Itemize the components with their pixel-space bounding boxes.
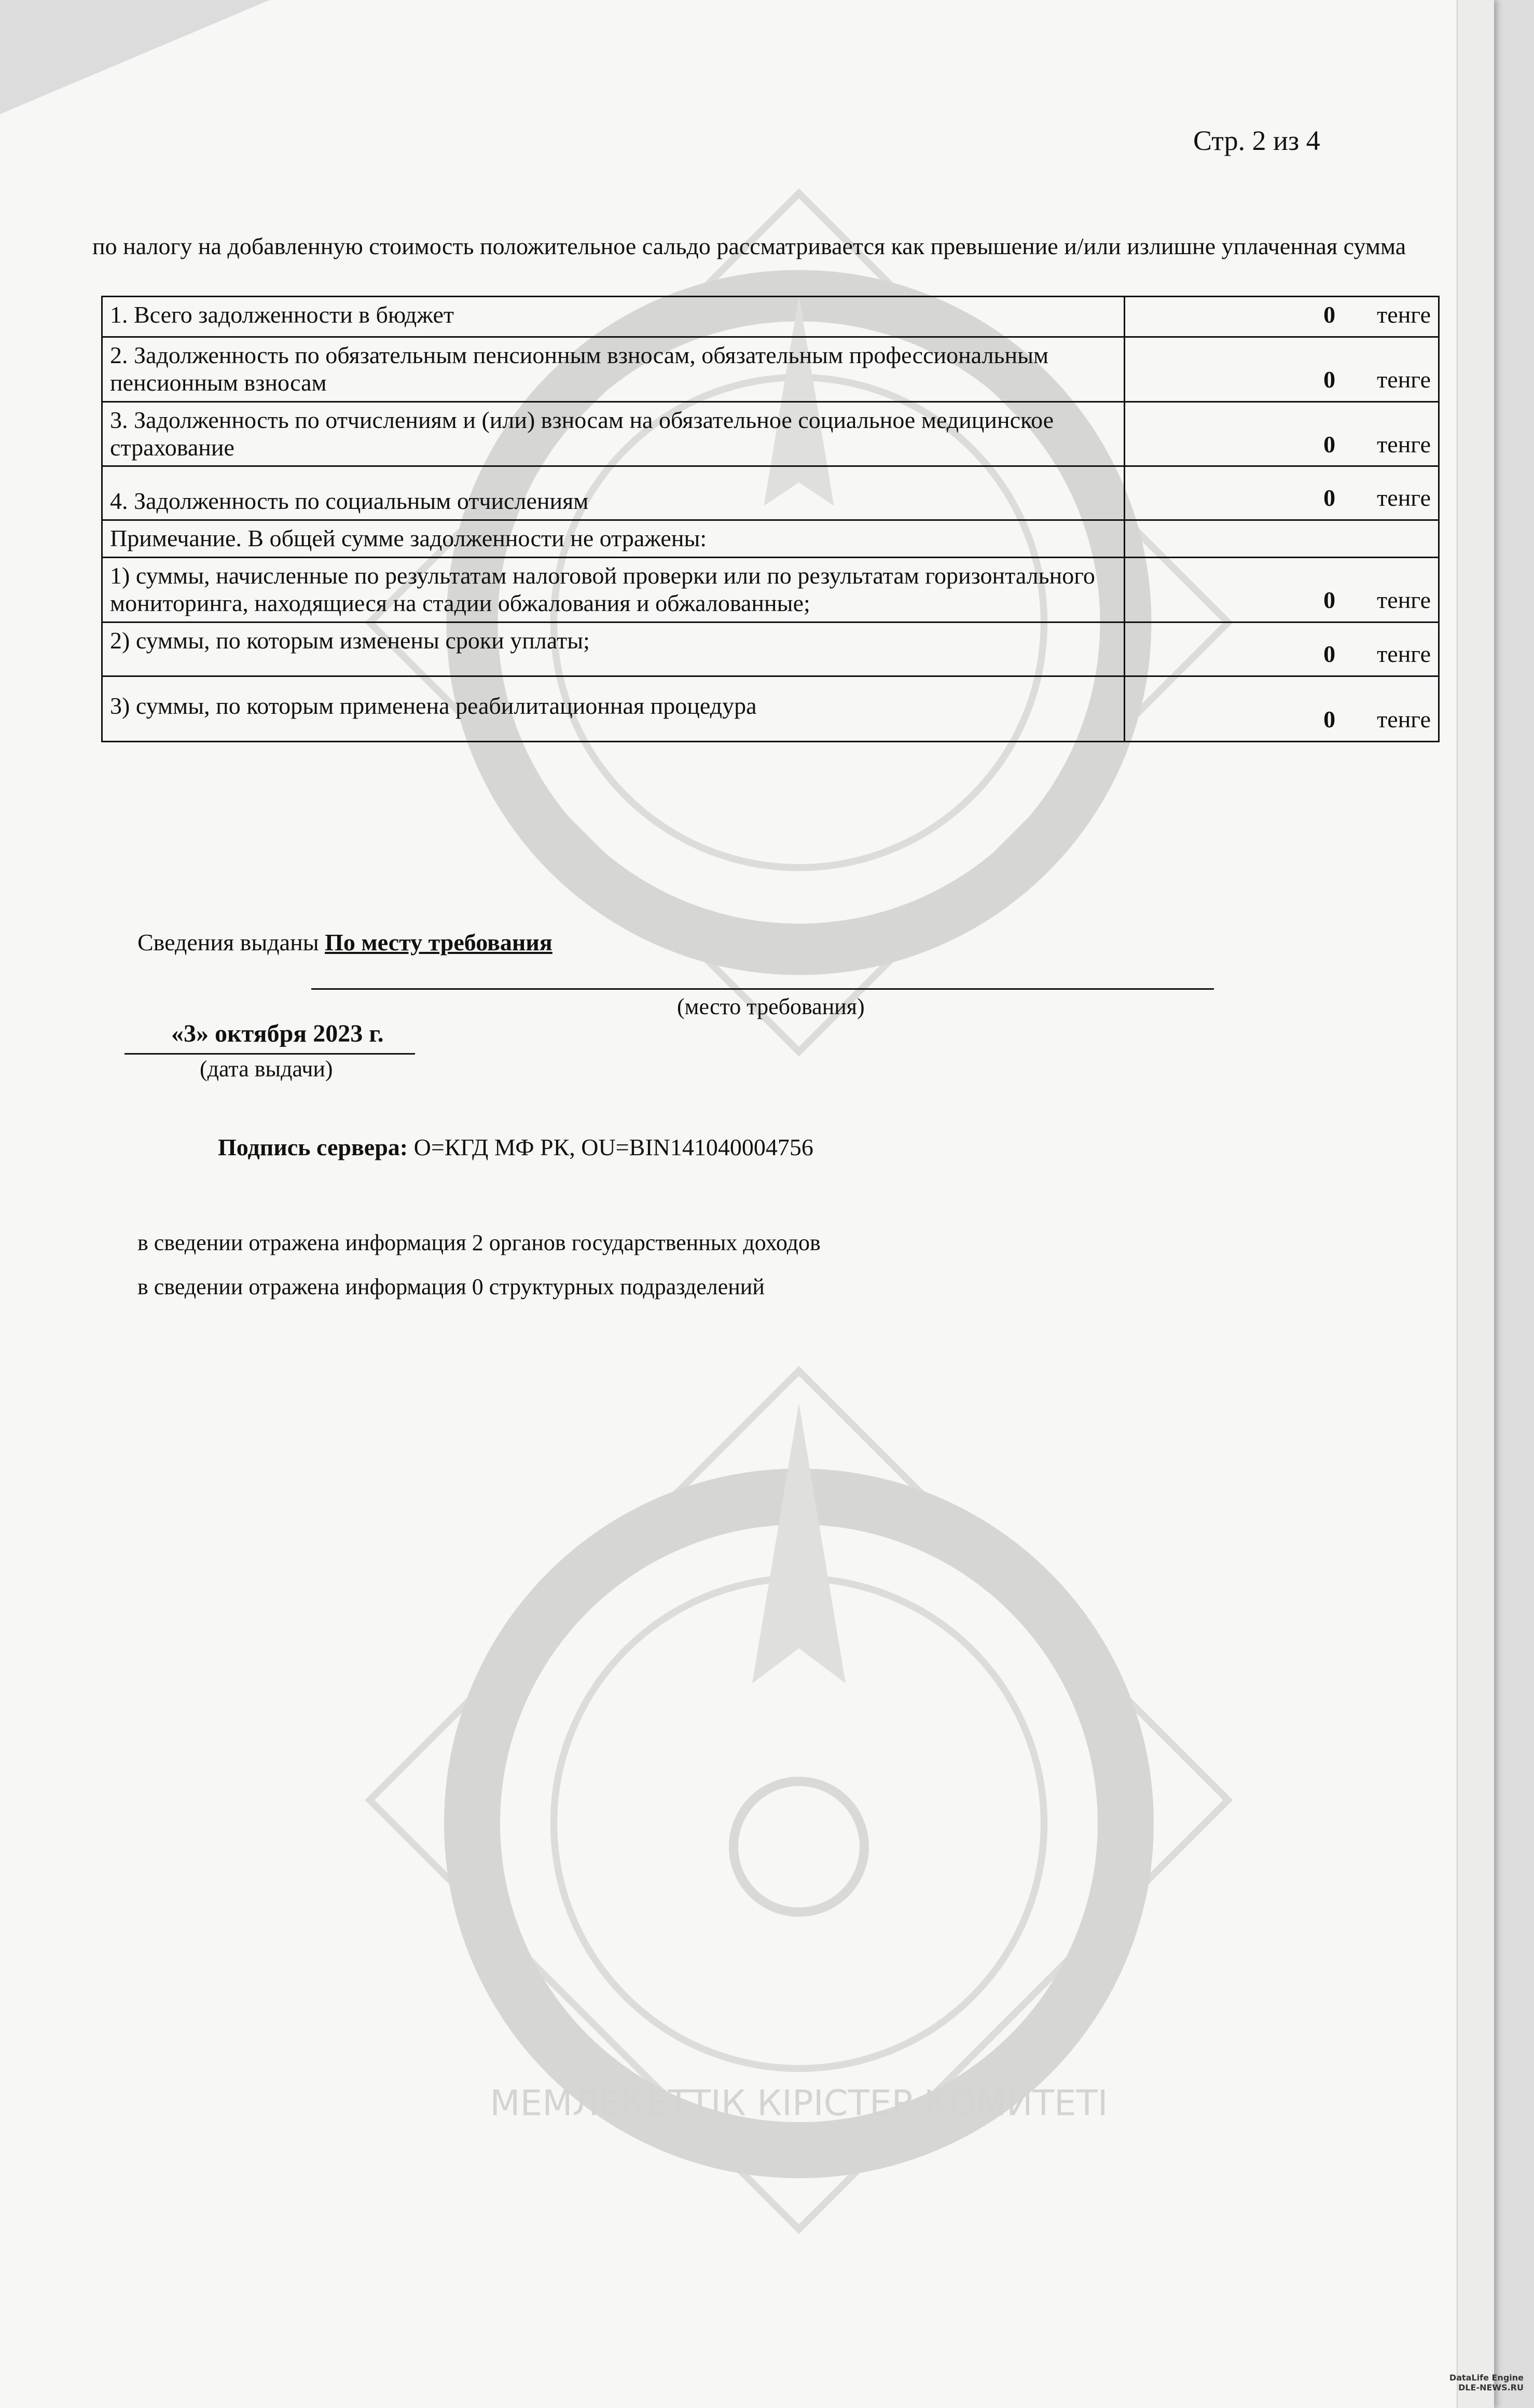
underlying-pages-edge bbox=[1457, 0, 1494, 2408]
intro-text: по налогу на добавленную стоимость положительное сальдо рассматривается как превышение и/или излишне уплаченная сумма bbox=[92, 233, 1406, 259]
row-label: 1. Всего задолженности в бюджет bbox=[102, 297, 1125, 337]
place-caption: (место требования) bbox=[677, 994, 865, 1019]
row-unit: тенге bbox=[1377, 431, 1431, 458]
row-amount-cell bbox=[1125, 520, 1439, 558]
row-amount-cell bbox=[1125, 676, 1439, 741]
table-row-note bbox=[102, 520, 1439, 558]
row-unit: тенге bbox=[1377, 366, 1431, 393]
row-amount-cell bbox=[1125, 337, 1439, 402]
date-underline bbox=[125, 1053, 415, 1055]
row-unit: тенге bbox=[1377, 705, 1431, 732]
place-underline bbox=[311, 988, 1214, 990]
row-unit: тенге bbox=[1377, 641, 1431, 668]
row-label: 3) суммы, по которым применена реабилитационная процедура bbox=[102, 676, 1125, 741]
issue-date: «3» октября 2023 г. bbox=[171, 1020, 384, 1047]
corner-watermark-line1: DataLife Engine bbox=[1449, 2372, 1524, 2383]
issued-prefix: Сведения выданы bbox=[137, 929, 319, 956]
row-amount: 0 bbox=[1323, 366, 1336, 393]
row-amount: 0 bbox=[1323, 641, 1336, 668]
row-amount-cell bbox=[1125, 297, 1439, 337]
note-label: Примечание. В общей сумме задолженности не отражены: bbox=[102, 520, 1125, 558]
row-amount: 0 bbox=[1323, 301, 1336, 328]
row-amount: 0 bbox=[1323, 431, 1336, 458]
table-row bbox=[102, 466, 1439, 520]
row-unit: тенге bbox=[1377, 485, 1431, 511]
row-amount: 0 bbox=[1323, 705, 1336, 732]
table-row bbox=[102, 558, 1439, 622]
debt-table bbox=[101, 296, 1440, 742]
seal-watermark-bottom bbox=[332, 1307, 1266, 2293]
row-label: 3. Задолженность по отчислениям и (или) взносам на обязательное социальное медицинское страхование bbox=[102, 402, 1125, 466]
table-row bbox=[102, 337, 1439, 402]
row-label: 4. Задолженность по социальным отчислениям bbox=[102, 466, 1125, 520]
row-amount-cell bbox=[1125, 466, 1439, 520]
page-number: Стр. 2 из 4 bbox=[1193, 125, 1320, 156]
info-line-2: в сведении отражена информация 0 структурных подразделений bbox=[137, 1274, 765, 1299]
signature-label: Подпись сервера: bbox=[218, 1134, 408, 1160]
row-label: 2) суммы, по которым изменены сроки уплаты; bbox=[102, 622, 1125, 676]
folded-corner bbox=[0, 0, 270, 114]
table-row bbox=[102, 297, 1439, 337]
corner-watermark-line2: DLE-NEWS.RU bbox=[1458, 2382, 1524, 2392]
signature-value: O=КГД МФ РК, OU=BIN141040004756 bbox=[413, 1134, 813, 1160]
server-signature bbox=[218, 1133, 813, 1161]
row-unit: тенге bbox=[1377, 587, 1431, 614]
corner-watermark bbox=[1449, 2373, 1524, 2392]
row-label: 2. Задолженность по обязательным пенсионным взносам, обязательным профессиональным пенсионным взносам bbox=[102, 337, 1125, 402]
date-caption: (дата выдачи) bbox=[200, 1056, 333, 1082]
table-row bbox=[102, 622, 1439, 676]
issued-place: По месту требования bbox=[325, 929, 552, 956]
row-unit: тенге bbox=[1377, 301, 1431, 328]
row-amount-cell bbox=[1125, 402, 1439, 466]
row-amount: 0 bbox=[1323, 587, 1336, 614]
issued-line bbox=[137, 929, 552, 956]
table-row bbox=[102, 402, 1439, 466]
seal-text: МЕМЛЕКЕТТІК КІРІСТЕР КОМИТЕТІ bbox=[490, 2082, 1108, 2124]
row-amount-cell bbox=[1125, 558, 1439, 622]
row-amount: 0 bbox=[1323, 485, 1336, 511]
row-label: 1) суммы, начисленные по результатам налоговой проверки или по результатам горизонтального мониторинга, находящиеся на стадии обжалования и обжалованные; bbox=[102, 558, 1125, 622]
row-amount-cell bbox=[1125, 622, 1439, 676]
table-row bbox=[102, 676, 1439, 741]
info-line-1: в сведении отражена информация 2 органов государственных доходов bbox=[137, 1230, 821, 1255]
